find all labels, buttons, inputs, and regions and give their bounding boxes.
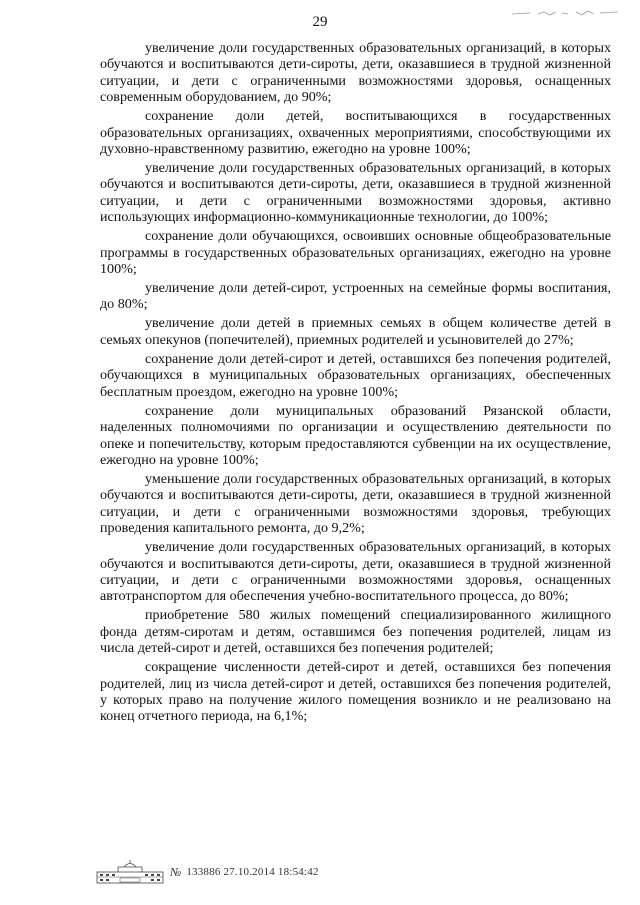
document-registration-info: 133886 27.10.2014 18:54:42 [186, 866, 319, 878]
paragraph: сохранение доли муниципальных образований Рязанской области, наделенных полномочиями по организации и осуществлению деятельности по опеке и попечительству, которым предоставляются субвенции на их осуществление, ежегодно на уровне 100%; [100, 402, 611, 468]
paragraph: увеличение доли государственных образовательных организаций, в которых обучаются и воспитываются дети-сироты, дети, оказавшиеся в трудной жизненной ситуации, и дети с ограниченными возможностями здоровья, активно использующих информационно-коммуникационные технологии, до 100%; [100, 160, 611, 226]
paragraph: увеличение доли детей в приемных семьях в общем количестве детей в семьях опекунов (попечителей), приемных родителей и усыновителей до 27%; [100, 315, 611, 348]
page-number: 29 [312, 14, 328, 30]
paragraph: увеличение доли детей-сирот, устроенных на семейные формы воспитания, до 80%; [100, 280, 611, 313]
number-sign: № [170, 864, 182, 879]
document-footer [96, 858, 319, 886]
paragraph: сохранение доли детей, воспитывающихся в государственных образовательных организациях, охваченных мероприятиями, способствующими их духовно-нравственному развитию, ежегодно на уровне 100%; [100, 108, 611, 158]
paragraph: сокращение численности детей-сирот и детей, оставшихся без попечения родителей, лиц из числа детей-сирот и детей, оставшихся без попечения родителей, у которых право на получение жилого помещения возникло и не реализовано на конец отчетного периода, на 6,1%; [100, 659, 611, 725]
paragraph: сохранение доли обучающихся, освоивших основные общеобразовательные программы в государственных образовательных организациях, ежегодно на уровне 100%; [100, 228, 611, 278]
paragraph: приобретение 580 жилых помещений специализированного жилищного фонда детям-сиротам и детям, оставшимся без попечения родителей, лицам из числа детей-сирот и детей, оставшихся без попечения родителей; [100, 607, 611, 657]
document-body [100, 40, 611, 727]
paragraph: увеличение доли государственных образовательных организаций, в которых обучаются и воспитываются дети-сироты, дети, оказавшиеся в трудной жизненной ситуации, и дети с ограниченными возможностями здоровья, оснащенных современным оборудованием, до 90%; [100, 40, 611, 106]
margin-scribble-mark [510, 8, 620, 18]
government-building-icon [96, 859, 164, 885]
paragraph: увеличение доли государственных образовательных организаций, в которых обучаются и воспитываются дети-сироты, дети, оказавшиеся в трудной жизненной ситуации, и дети с ограниченными возможностями здоровья, оснащенных автотранспортом для обеспечения учебно-воспитательного процесса, до 80%; [100, 539, 611, 605]
paragraph: уменьшение доли государственных образовательных организаций, в которых обучаются и воспитываются дети-сироты, дети, оказавшиеся в трудной жизненной ситуации, и дети с ограниченными возможностями здоровья, требующих проведения капитального ремонта, до 9,2%; [100, 470, 611, 537]
paragraph: сохранение доли детей-сирот и детей, оставшихся без попечения родителей, обучающихся в муниципальных образовательных организациях, обеспеченных бесплатным проездом, ежегодно на уровне 100%; [100, 350, 611, 400]
